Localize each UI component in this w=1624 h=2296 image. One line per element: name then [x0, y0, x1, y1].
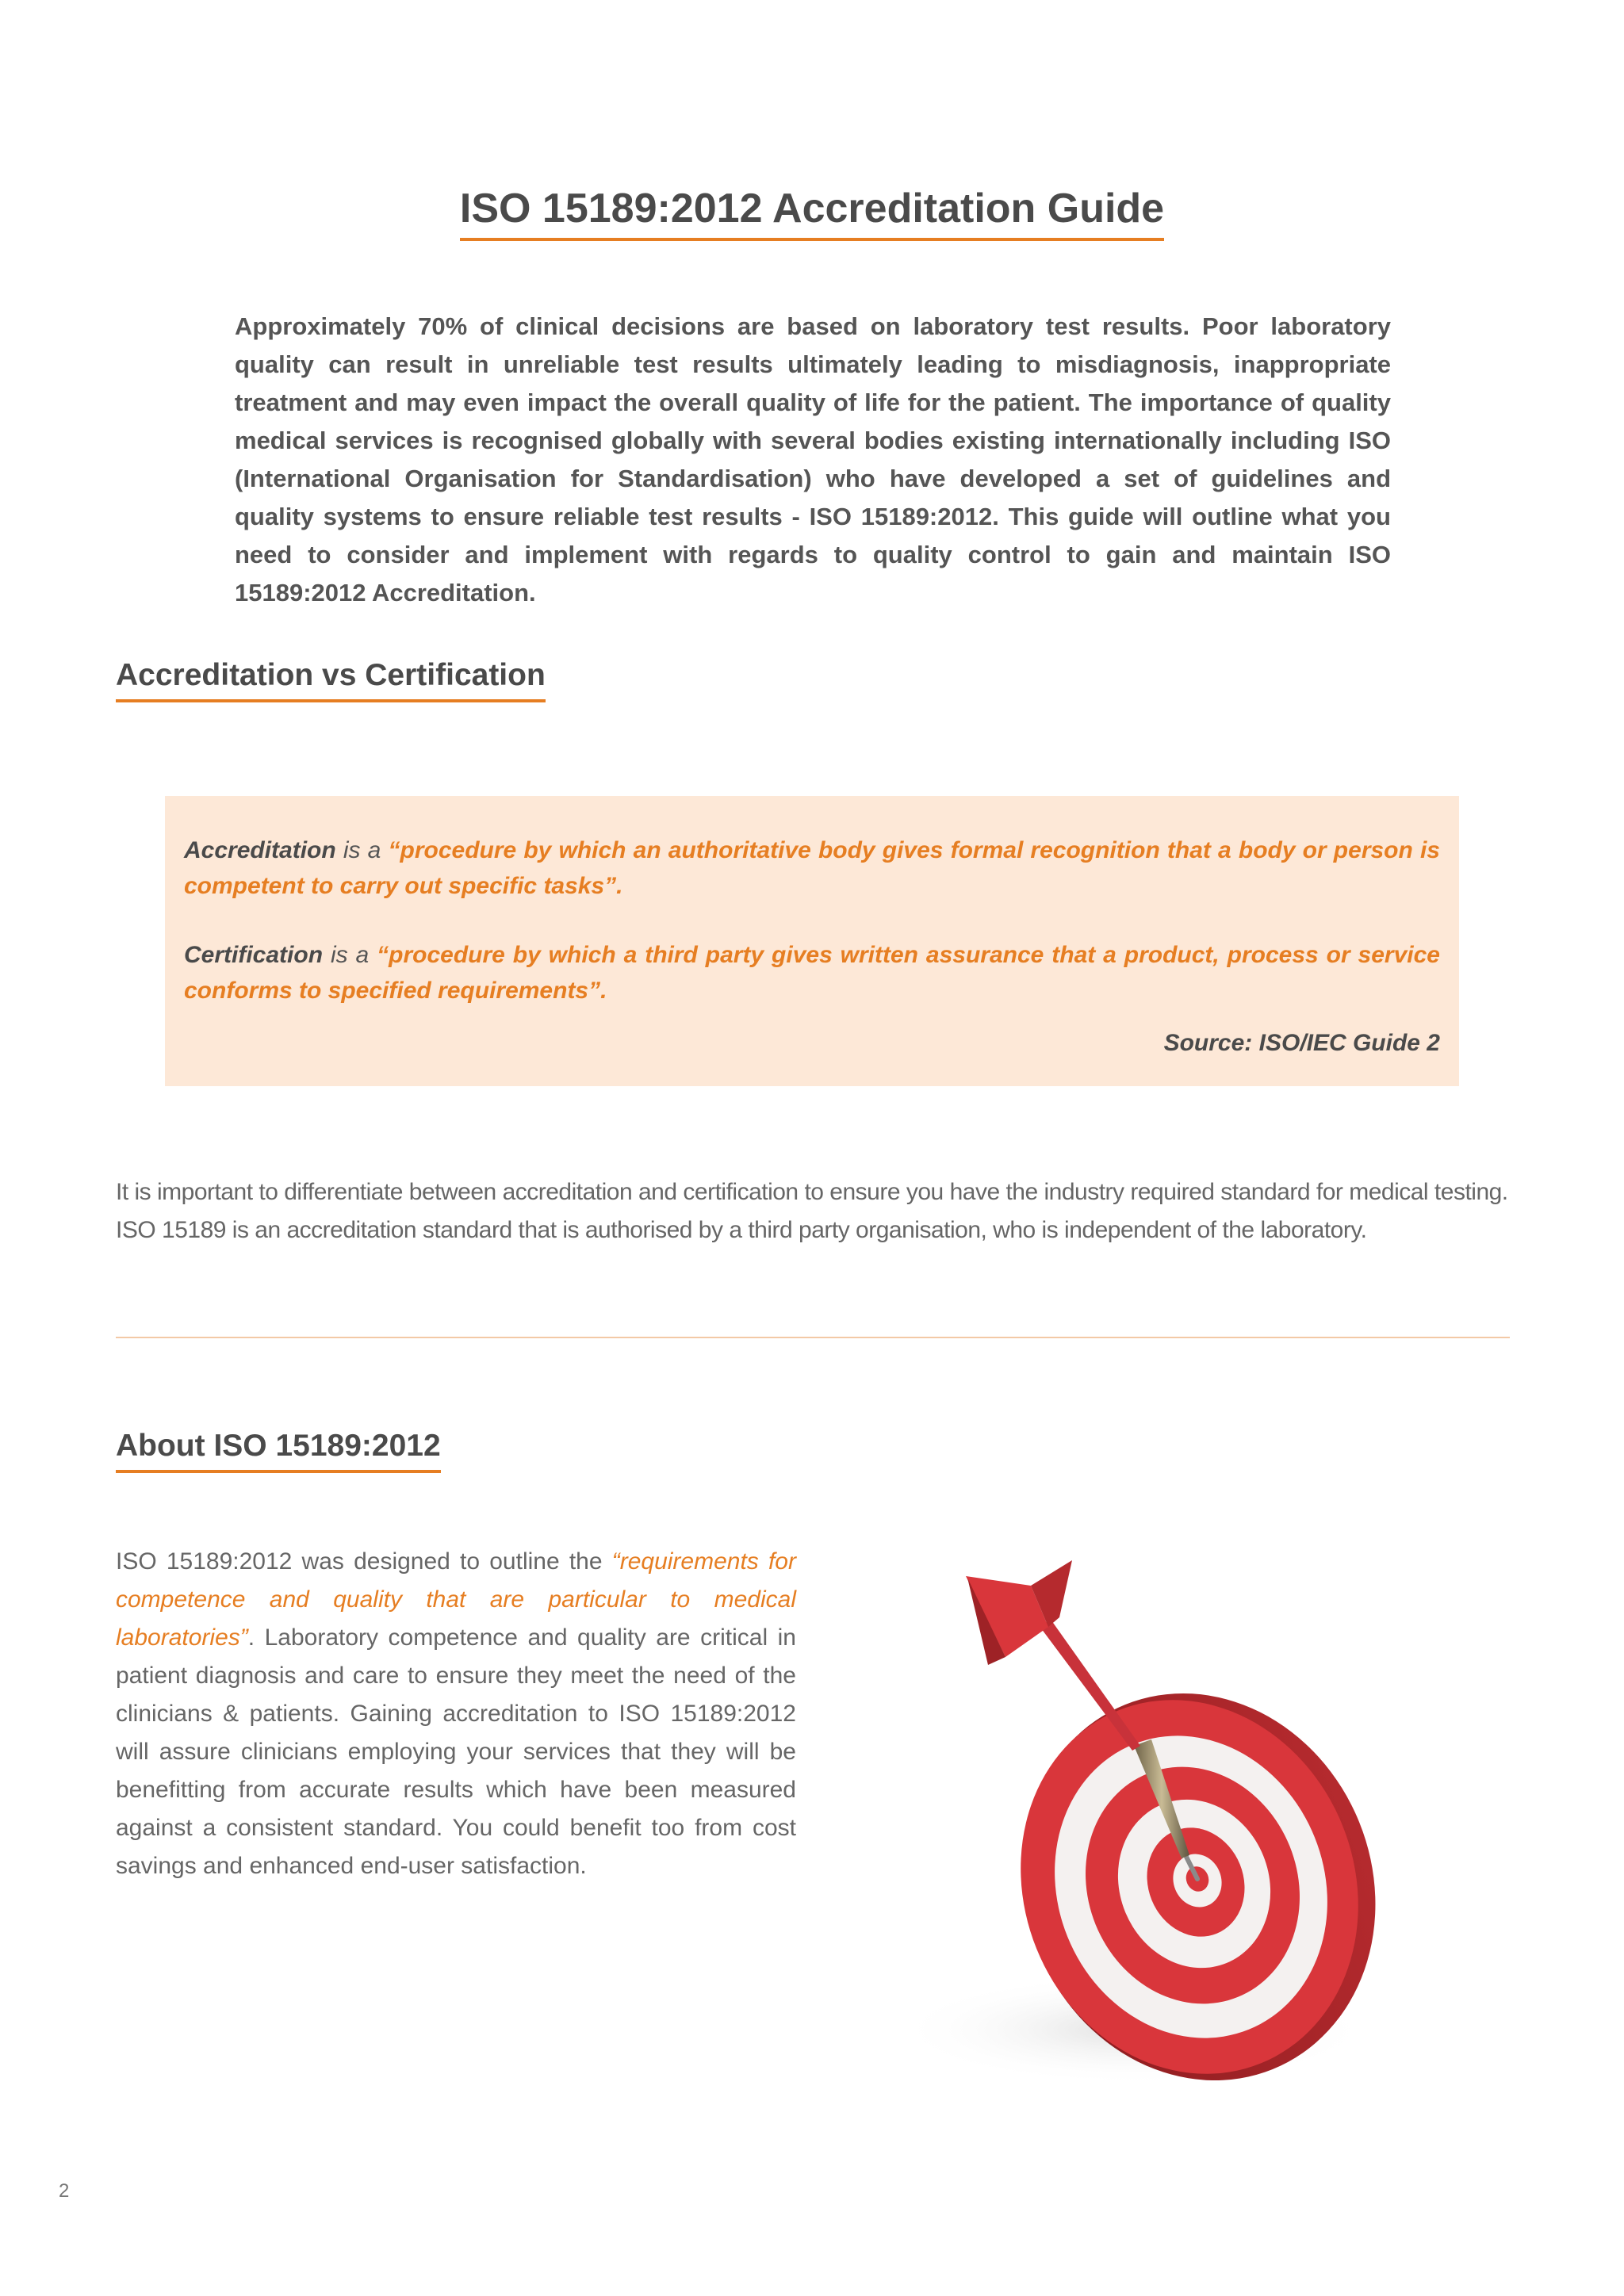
- about-paragraph: [116, 1543, 796, 1885]
- section-heading-accreditation: Accreditation vs Certification: [116, 655, 546, 702]
- intro-paragraph: Approximately 70% of clinical decisions are based on laboratory test results. Poor laboratory quality can result in unreliable test results ultimately leading to misdiagnosis, inappropriate treatment and may even impact the overall quality of life for the patient. The importance of quality medical services is recognised globally with several bodies existing internationally including ISO (International Organisation for Standardisation) who have developed a set of guidelines and quality systems to ensure reliable test results - ISO 15189:2012. This guide will outline what you need to consider and implement with regards to quality control to gain and maintain ISO 15189:2012 Accreditation.: [235, 312, 1391, 607]
- definition-term: Certification: [184, 942, 324, 968]
- definition-quote: “procedure by which an authoritative body gives formal recognition that a body or person is competent to carry out specific tasks”.: [184, 837, 1440, 899]
- about-text-start: ISO 15189:2012 was designed to outline the: [116, 1548, 612, 1575]
- about-text-end: . Laboratory competence and quality are critical in patient diagnosis and care to ensure they meet the need of the clinicians & patients. Gaining accreditation to ISO 15189:2012 will assure clinicians employing your services that they will be benefitting from accurate results which have been measured against a consistent standard. You could benefit too from cost savings and enhanced end-user satisfaction.: [116, 1624, 796, 1879]
- title-wrapper: [0, 184, 1624, 241]
- definition-source: Source: ISO/IEC Guide 2: [1163, 1030, 1440, 1056]
- page-title: ISO 15189:2012 Accreditation Guide: [460, 184, 1164, 241]
- section-divider: [116, 1337, 1510, 1338]
- definition-connector: is a: [343, 837, 381, 863]
- differentiate-paragraph: It is important to differentiate between accreditation and certification to ensure you have the industry required standard for medical testing. ISO 15189 is an accreditation standard that is authorised by a third party organisation, who is independent of the laboratory.: [116, 1179, 1508, 1243]
- definition-connector: is a: [330, 942, 370, 968]
- section-heading-about: About ISO 15189:2012: [116, 1425, 441, 1473]
- about-quote: “requirements for competence and quality that are particular to medical laboratories”: [116, 1548, 796, 1651]
- definition-accreditation: [184, 832, 1440, 904]
- definition-certification: [184, 937, 1440, 1008]
- definition-box: [165, 796, 1459, 1086]
- definition-term: Accreditation: [184, 837, 336, 863]
- definition-quote: “procedure by which a third party gives written assurance that a product, process or service conforms to specified requirements”.: [184, 942, 1440, 1004]
- dart-in-bullseye-image: [872, 1538, 1427, 2125]
- page-number: 2: [59, 2180, 70, 2202]
